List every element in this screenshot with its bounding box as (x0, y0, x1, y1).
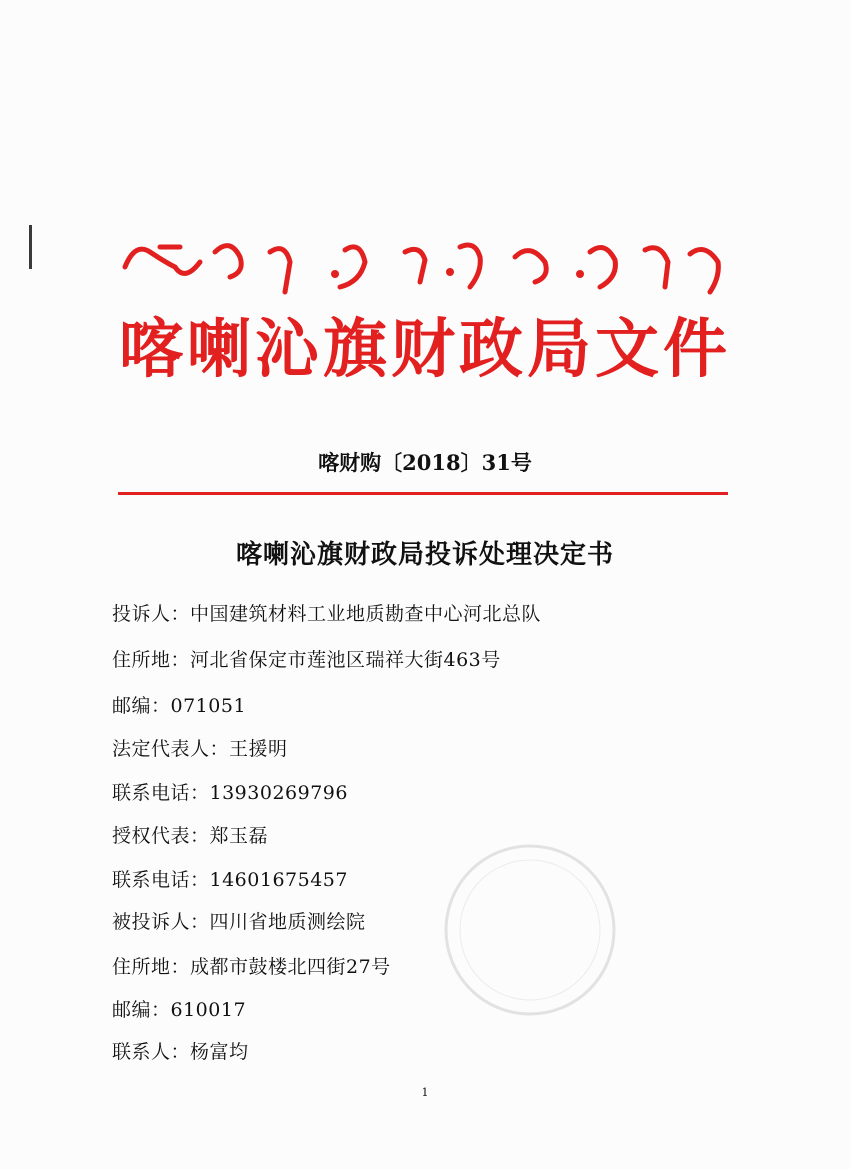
legal-representative-line: 法定代表人：王援明 (112, 738, 288, 760)
respondent-postcode-line: 邮编：610017 (112, 999, 247, 1021)
respondent-address-line: 住所地：成都市鼓楼北四街27号 (112, 956, 391, 978)
complainant-line: 投诉人：中国建筑材料工业地质勘查中心河北总队 (112, 603, 542, 625)
faint-seal-stamp (440, 840, 620, 1020)
document-title: 喀喇沁旗财政局文件 (119, 313, 731, 387)
authorized-representative-line: 授权代表：郑玉磊 (112, 825, 269, 847)
decision-title: 喀喇沁旗财政局投诉处理决定书 (235, 540, 614, 570)
phone-line-2: 联系电话：14601675457 (112, 869, 348, 891)
scan-edge-mark (29, 225, 32, 269)
document-number: 喀财购〔2018〕31号 (318, 450, 532, 475)
page-number: 1 (421, 1086, 429, 1099)
contact-person-line: 联系人：杨富均 (112, 1041, 249, 1063)
mongolian-script-header (120, 232, 730, 302)
complainant-postcode-line: 邮编：071051 (112, 695, 247, 717)
complainant-address-line: 住所地：河北省保定市莲池区瑞祥大街463号 (112, 649, 501, 671)
phone-line-1: 联系电话：13930269796 (112, 782, 348, 804)
respondent-line: 被投诉人：四川省地质测绘院 (112, 911, 366, 933)
red-divider-line (118, 492, 728, 495)
